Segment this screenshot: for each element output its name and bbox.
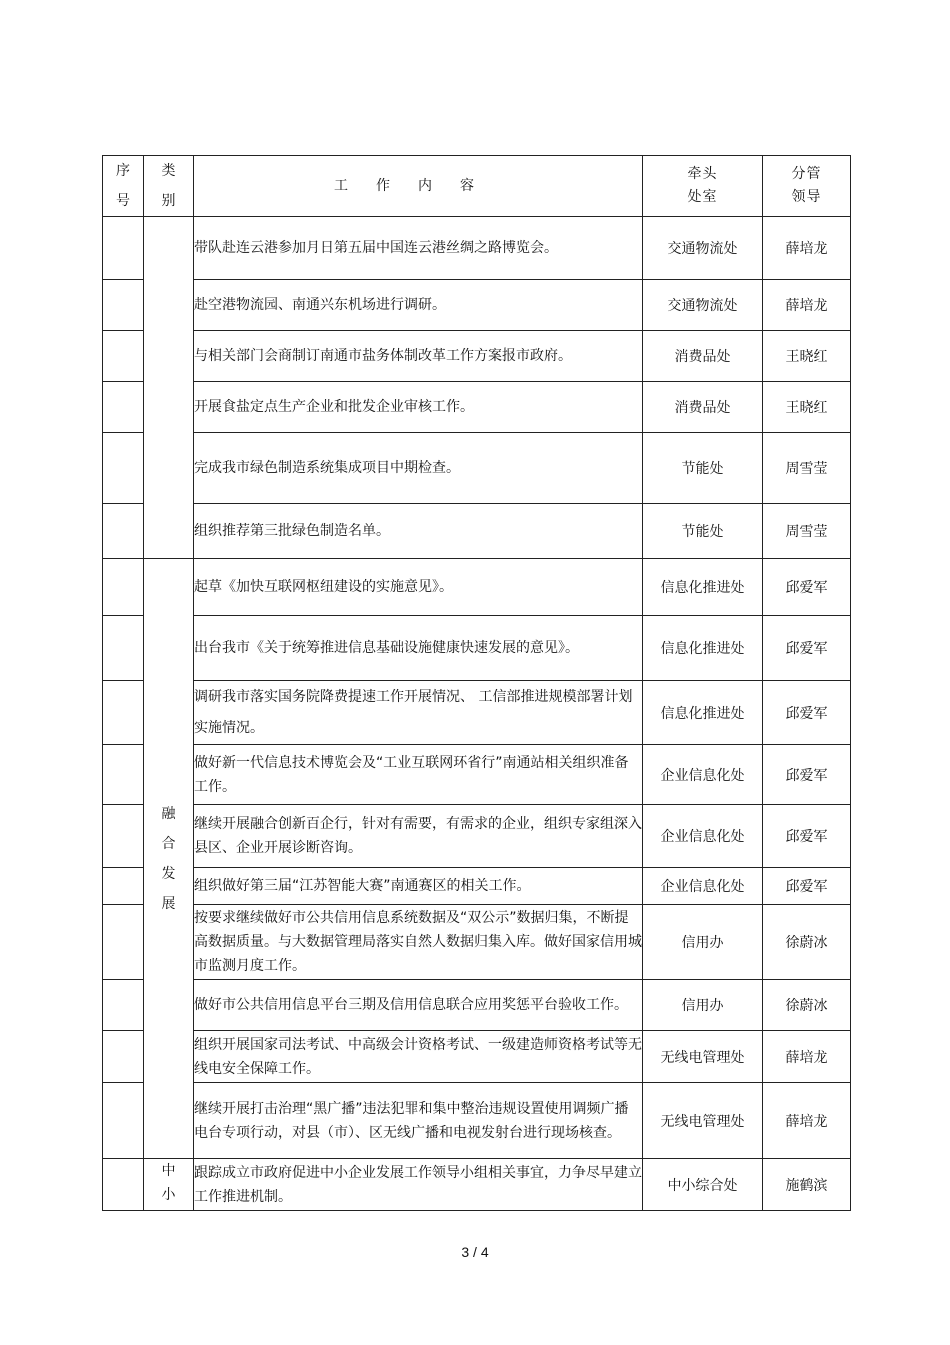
leader-cell: 薛培龙: [763, 1031, 851, 1083]
content-cell: 开展食盐定点生产企业和批发企业审核工作。: [194, 382, 643, 433]
leader-cell: 王晓红: [763, 382, 851, 433]
table-row: [103, 504, 851, 559]
leader-cell: 邱爱军: [763, 616, 851, 681]
dept-cell: 无线电管理处: [643, 1031, 763, 1083]
dept-cell: 中小综合处: [643, 1159, 763, 1211]
leader-cell: 薛培龙: [763, 1083, 851, 1159]
table-row: [103, 980, 851, 1031]
dept-cell: 信用办: [643, 980, 763, 1031]
leader-cell: 邱爱军: [763, 805, 851, 868]
seq-cell: [103, 745, 144, 805]
content-cell: 调研我市落实国务院降费提速工作开展情况、 工信部推进规模部署计划实施情况。: [194, 681, 643, 745]
dept-cell: 节能处: [643, 433, 763, 504]
dept-cell: 信息化推进处: [643, 616, 763, 681]
header-content: 工作内容: [194, 156, 643, 217]
table-row: [103, 382, 851, 433]
table-header-row: [103, 156, 851, 217]
seq-cell: [103, 1083, 144, 1159]
table-row: [103, 681, 851, 745]
seq-cell: [103, 905, 144, 980]
content-cell: 与相关部门会商制订南通市盐务体制改革工作方案报市政府。: [194, 331, 643, 382]
leader-cell: 邱爱军: [763, 559, 851, 616]
leader-cell: 周雪莹: [763, 433, 851, 504]
content-cell: 组织开展国家司法考试、中高级会计资格考试、一级建造师资格考试等无线电安全保障工作。: [194, 1031, 643, 1083]
seq-cell: [103, 1159, 144, 1211]
seq-cell: [103, 280, 144, 331]
seq-cell: [103, 504, 144, 559]
seq-cell: [103, 559, 144, 616]
content-cell: 跟踪成立市政府促进中小企业发展工作领导小组相关事宜，力争尽早建立工作推进机制。: [194, 1159, 643, 1211]
dept-cell: 交通物流处: [643, 280, 763, 331]
seq-cell: [103, 433, 144, 504]
seq-cell: [103, 805, 144, 868]
dept-cell: 企业信息化处: [643, 745, 763, 805]
seq-cell: [103, 1031, 144, 1083]
table-row: [103, 331, 851, 382]
table-row: [103, 559, 851, 616]
dept-cell: 信息化推进处: [643, 681, 763, 745]
content-cell: 做好新一代信息技术博览会及“工业互联网环省行”南通站相关组织准备工作。: [194, 745, 643, 805]
leader-cell: 邱爱军: [763, 745, 851, 805]
seq-cell: [103, 217, 144, 280]
table-row: [103, 217, 851, 280]
header-category: 类别: [144, 156, 194, 217]
content-cell: 做好市公共信用信息平台三期及信用信息联合应用奖惩平台验收工作。: [194, 980, 643, 1031]
dept-cell: 消费品处: [643, 382, 763, 433]
content-cell: 按要求继续做好市公共信用信息系统数据及“双公示”数据归集，不断提高数据质量。与大数据管理局落实自然人数据归集入库。做好国家信用城市监测月度工作。: [194, 905, 643, 980]
content-cell: 出台我市《关于统筹推进信息基础设施健康快速发展的意见》。: [194, 616, 643, 681]
content-cell: 完成我市绿色制造系统集成项目中期检查。: [194, 433, 643, 504]
table-row: [103, 905, 851, 980]
table-row: [103, 433, 851, 504]
leader-cell: 徐蔚冰: [763, 905, 851, 980]
page-number: 3 / 4: [461, 1244, 489, 1260]
header-lead-dept: 牵头处室: [643, 156, 763, 217]
leader-cell: 薛培龙: [763, 280, 851, 331]
table-row: [103, 1031, 851, 1083]
dept-cell: 无线电管理处: [643, 1083, 763, 1159]
category-cell-blank: [144, 217, 194, 559]
leader-cell: 周雪莹: [763, 504, 851, 559]
content-cell: 继续开展打击治理“黑广播”违法犯罪和集中整治违规设置使用调频广播电台专项行动，对县（市）、区无线广播和电视发射台进行现场核查。: [194, 1083, 643, 1159]
dept-cell: 信用办: [643, 905, 763, 980]
dept-cell: 企业信息化处: [643, 805, 763, 868]
table-row: [103, 868, 851, 905]
leader-cell: 施鹤滨: [763, 1159, 851, 1211]
content-cell: 起草《加快互联网枢纽建设的实施意见》。: [194, 559, 643, 616]
leader-cell: 邱爱军: [763, 681, 851, 745]
dept-cell: 信息化推进处: [643, 559, 763, 616]
dept-cell: 企业信息化处: [643, 868, 763, 905]
seq-cell: [103, 331, 144, 382]
table-row: [103, 1083, 851, 1159]
category-cell-fusion: 融合发展: [144, 559, 194, 1159]
seq-cell: [103, 868, 144, 905]
table-row: [103, 280, 851, 331]
content-cell: 组织推荐第三批绿色制造名单。: [194, 504, 643, 559]
seq-cell: [103, 681, 144, 745]
table-row: [103, 1159, 851, 1211]
content-cell: 赴空港物流园、南通兴东机场进行调研。: [194, 280, 643, 331]
category-cell-sme: 中小: [144, 1159, 194, 1211]
leader-cell: 王晓红: [763, 331, 851, 382]
work-plan-table: [102, 155, 851, 1211]
table-row: [103, 745, 851, 805]
leader-cell: 薛培龙: [763, 217, 851, 280]
leader-cell: 邱爱军: [763, 868, 851, 905]
seq-cell: [103, 382, 144, 433]
header-leader: 分管领导: [763, 156, 851, 217]
dept-cell: 交通物流处: [643, 217, 763, 280]
table-row: [103, 616, 851, 681]
seq-cell: [103, 980, 144, 1031]
dept-cell: 节能处: [643, 504, 763, 559]
header-seq: 序号: [103, 156, 144, 217]
dept-cell: 消费品处: [643, 331, 763, 382]
leader-cell: 徐蔚冰: [763, 980, 851, 1031]
content-cell: 带队赴连云港参加月日第五届中国连云港丝绸之路博览会。: [194, 217, 643, 280]
seq-cell: [103, 616, 144, 681]
table-row: [103, 805, 851, 868]
content-cell: 继续开展融合创新百企行，针对有需要，有需求的企业，组织专家组深入县区、企业开展诊断咨询。: [194, 805, 643, 868]
content-cell: 组织做好第三届“江苏智能大赛”南通赛区的相关工作。: [194, 868, 643, 905]
